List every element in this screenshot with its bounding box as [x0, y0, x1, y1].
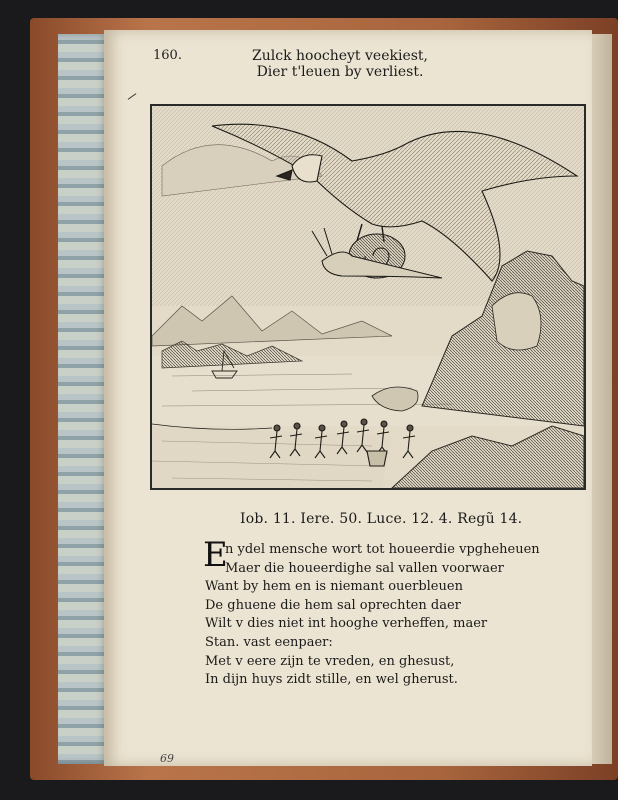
engraving-illustration [150, 104, 586, 490]
scripture-citations: Iob. 11. Iere. 50. Luce. 12. 4. Regũ 14. [240, 511, 523, 527]
verse-line: Want by hem en is niemant ouerbleuen [205, 579, 463, 595]
verse-line: n ydel mensche wort tot houeerdie vpgheheuen [225, 542, 540, 557]
basket [367, 451, 387, 466]
engraving-drawing [152, 106, 584, 488]
signature-mark: 69 [160, 752, 174, 765]
page-edges [58, 34, 110, 764]
drop-cap: E [203, 535, 228, 575]
foreground-rocks [392, 426, 584, 488]
verse-line: In dijn huys zidt stille, en wel gherust. [205, 672, 458, 688]
page-number: 160. [153, 48, 182, 63]
cliff-boulder [492, 293, 541, 350]
verse-line: De ghuene die hem sal oprechten daer [205, 597, 461, 613]
motto-line-2: Dier t'leuen by verliest. [256, 64, 424, 80]
facing-page-edge [590, 34, 612, 764]
verse-line: Met v eere zijn te vreden, en ghesust, [205, 653, 455, 669]
shore [152, 426, 392, 488]
motto-line-1: Zulck hoocheyt veekiest, [252, 48, 428, 64]
verse-line: Wilt v dies niet int hooghe verheffen, maer [205, 616, 488, 632]
verse [205, 541, 540, 690]
verse-line: Maer die houeerdighe sal vallen voorwaer [225, 560, 504, 576]
verse-line: Stan. vast eenpaer: [205, 634, 333, 650]
